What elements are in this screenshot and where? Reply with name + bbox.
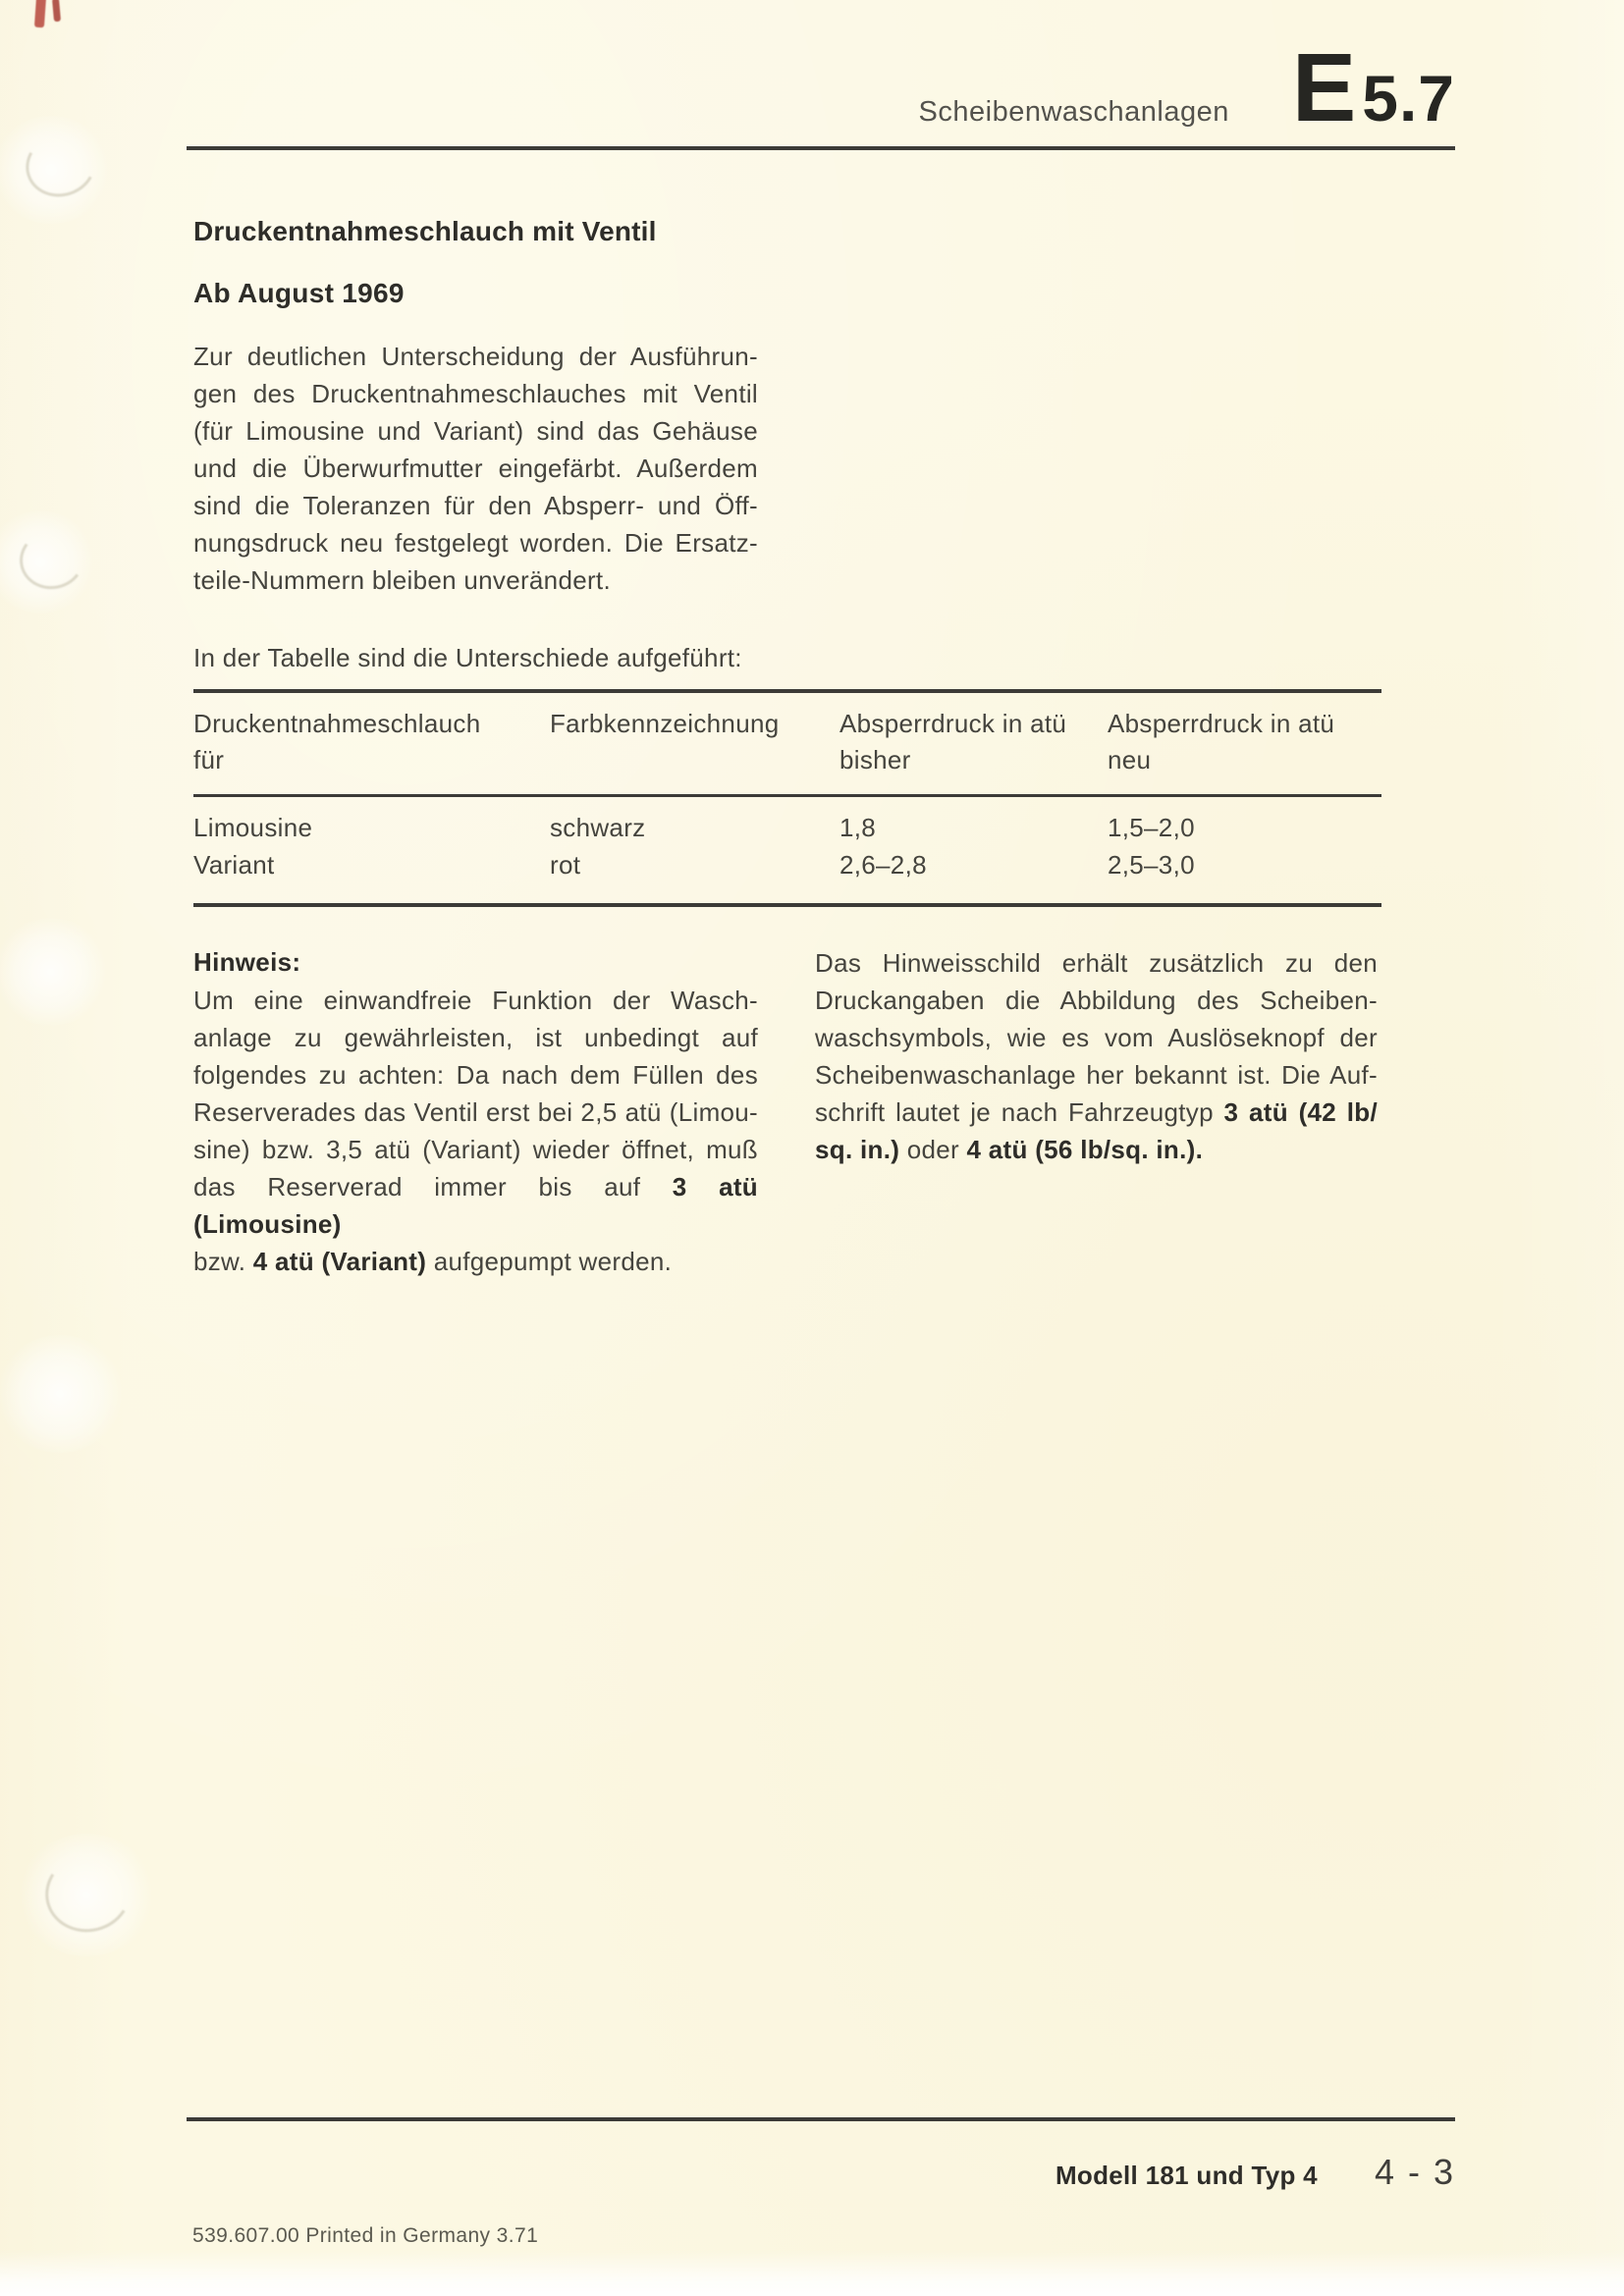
table-cell: rot xyxy=(550,850,581,880)
punch-hole-highlight xyxy=(0,116,110,224)
table-cell: 1,5–2,0 xyxy=(1108,813,1195,842)
table-header-cell xyxy=(839,693,1108,794)
article-date-heading: Ab August 1969 xyxy=(193,278,405,308)
table-header-cell xyxy=(193,693,550,794)
table-header-line: für xyxy=(193,745,225,774)
footer-rule xyxy=(187,2117,1455,2121)
note-left-text: Um eine einwandfreie Funktion der Wasch- anlage zu gewährleisten, ist unbedingt auf folgendes zu achten: Da nach dem Füllen des Reserverades das Ventil erst bei 2,5 atü (Limou- sine) bzw. 3,5 atü (Variant) wieder öffnet, muß das Reserverad immer bis auf 3 atü (Limousine) bzw. 4 atü (Variant) aufgepumpt werden. xyxy=(193,986,758,1276)
scan-crease-arc xyxy=(18,124,104,205)
scan-crease-arc xyxy=(37,1844,140,1942)
scan-crease-arc xyxy=(15,525,88,595)
table-lead: In der Tabelle sind die Unterschiede aufgeführt: xyxy=(193,643,742,672)
imprint: 539.607.00 Printed in Germany 3.71 xyxy=(192,2224,539,2247)
note-heading: Hinweis: xyxy=(193,947,301,977)
article-title: Druckentnahmeschlauch mit Ventil xyxy=(193,216,657,246)
note-right-column xyxy=(815,903,1378,1280)
table-cell: schwarz xyxy=(550,813,646,842)
page-header xyxy=(918,33,1455,141)
table-cell: 2,5–3,0 xyxy=(1108,850,1195,880)
article xyxy=(193,216,758,599)
scan-edge-fade xyxy=(0,2251,1624,2296)
section-title: Scheibenwaschanlagen xyxy=(918,96,1229,128)
table-cell: Variant xyxy=(193,850,275,880)
note-section xyxy=(193,942,1380,1280)
table-header-line: Absperrdruck in atü xyxy=(839,709,1067,738)
scan-red-mark xyxy=(52,0,61,22)
punch-hole-highlight xyxy=(0,918,107,1026)
punch-hole-highlight xyxy=(18,1834,155,1956)
table-header-line: Absperrdruck in atü xyxy=(1108,709,1335,738)
table-cell: 2,6–2,8 xyxy=(839,850,927,880)
table-header-line: Farbkennzeichnung xyxy=(550,709,780,738)
footer-model-label: Modell 181 und Typ 4 xyxy=(1055,2161,1318,2190)
section-code-letter: E xyxy=(1291,33,1355,141)
section-code-number: 5.7 xyxy=(1362,62,1455,134)
table-cell: Limousine xyxy=(193,813,313,842)
table-header-cell xyxy=(550,693,839,794)
punch-hole-highlight xyxy=(0,510,94,614)
page-footer xyxy=(1056,2152,1455,2193)
table-header-line: neu xyxy=(1108,745,1152,774)
spec-table xyxy=(193,689,1381,907)
note-left-column xyxy=(193,942,758,1280)
table-header-line: Druckentnahmeschlauch xyxy=(193,709,481,738)
table-header-cell xyxy=(1108,693,1381,794)
table-header-line: bisher xyxy=(839,745,911,774)
table-cell: 1,8 xyxy=(839,813,877,842)
punch-hole-highlight xyxy=(0,1335,124,1453)
footer-page-number: 4 - 3 xyxy=(1374,2152,1455,2192)
header-rule xyxy=(187,146,1455,150)
note-right-text: Das Hinweisschild erhält zusätzlich zu den Druckangaben die Abbildung des Scheiben- waschsymbols, wie es vom Auslöseknopf der Scheibenwaschanlage her bekannt ist. Die Auf- schrift lautet je nach Fahrzeugtyp 3 atü (42 lb/ sq. in.) oder 4 atü (56 lb/sq. in.). xyxy=(815,948,1378,1164)
intro-paragraph: Zur deutlichen Unterscheidung der Ausführun- gen des Druckentnahmeschlauches mit Ventil (für Limousine und Variant) sind das Gehäuse und die Überwurfmutter eingefärbt. Außerdem sind die Toleranzen für den Absperr- und Öff- nungsdruck neu festgelegt worden. Die Ersatz- teile-Nummern bleiben unverändert. xyxy=(193,342,758,595)
scan-red-mark xyxy=(34,0,46,27)
column-spacer xyxy=(815,905,1378,944)
